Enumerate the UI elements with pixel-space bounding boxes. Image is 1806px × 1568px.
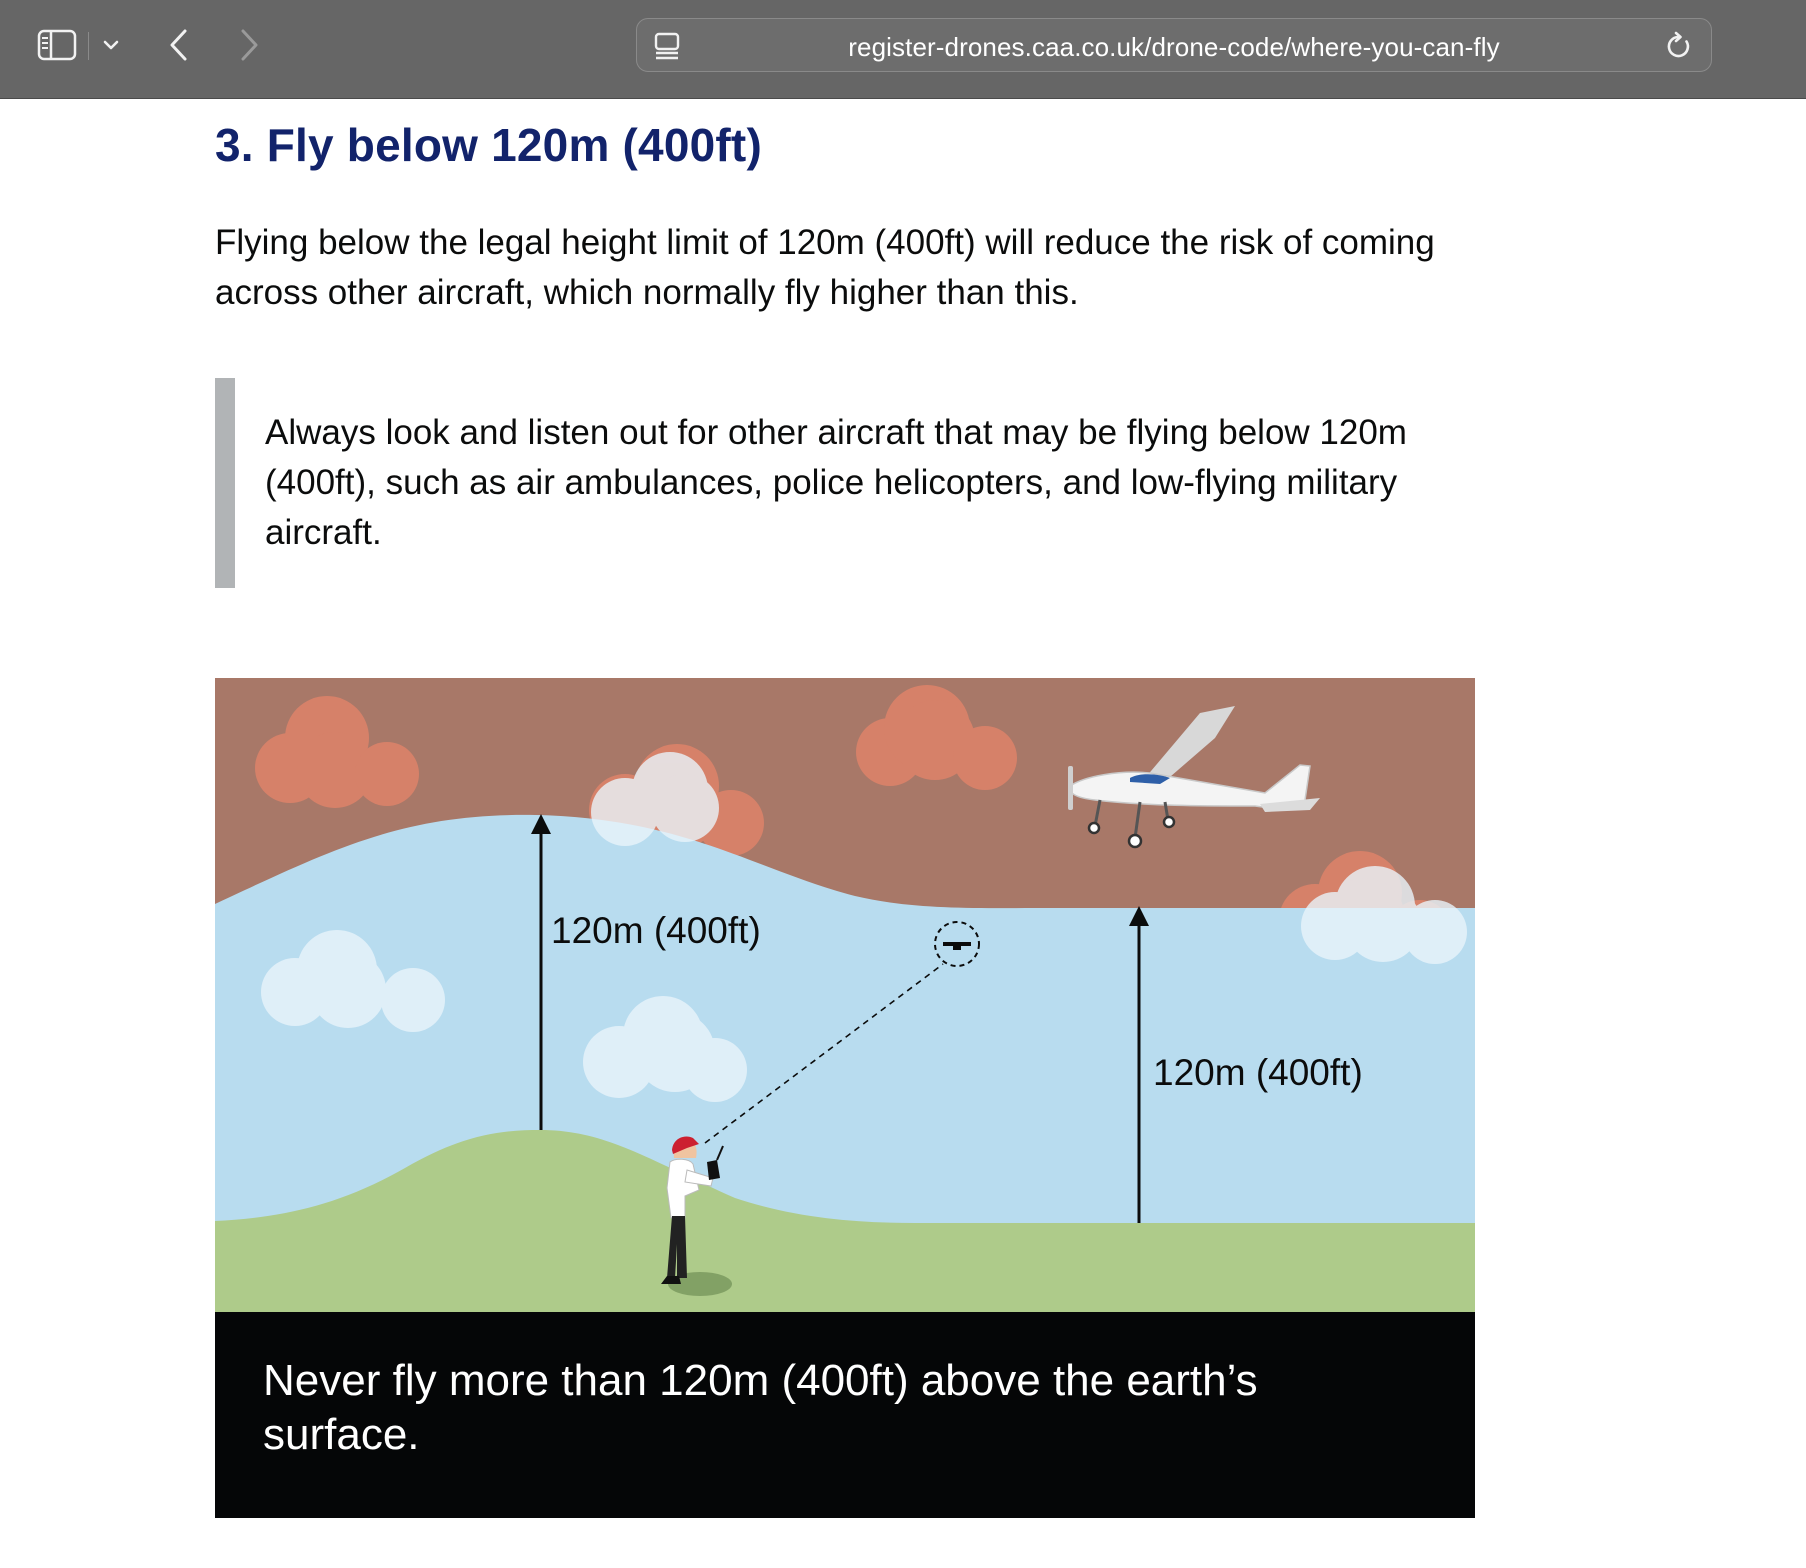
forward-button[interactable]: [232, 22, 266, 68]
chevron-left-icon: [168, 28, 190, 62]
tab-group-menu-button[interactable]: [96, 30, 126, 60]
toolbar-divider: [88, 32, 89, 60]
illustration-svg: [215, 678, 1475, 1312]
callout-border: [215, 378, 235, 588]
height-label-left: 120m (400ft): [551, 910, 761, 951]
chevron-right-icon: [238, 28, 260, 62]
browser-toolbar: [0, 0, 1806, 99]
inset-callout: [215, 378, 1445, 588]
url-text[interactable]: register-drones.caa.co.uk/drone-code/where-you-can-fly: [848, 32, 1500, 62]
figure-caption-box: [215, 1312, 1475, 1518]
intro-paragraph: Flying below the legal height limit of 120m (400ft) will reduce the risk of coming across other aircraft, which normally fly higher than this.: [215, 223, 1435, 312]
back-button[interactable]: [162, 22, 196, 68]
page-heading: 3. Fly below 120m (400ft): [215, 119, 762, 171]
address-bar[interactable]: [636, 18, 1712, 72]
callout-text: Always look and listen out for other aircraft that may be flying below 120m (400ft), such as air ambulances, police helicopters, and low-flying military aircraft.: [265, 413, 1407, 552]
height-limit-illustration: [215, 678, 1475, 1518]
reload-icon: [1665, 31, 1693, 61]
chevron-down-icon: [103, 39, 119, 51]
figure-caption: Never fly more than 120m (400ft) above the earth’s surface.: [263, 1356, 1258, 1459]
height-label-right: 120m (400ft): [1153, 1052, 1363, 1093]
sidebar-icon: [37, 29, 77, 61]
sidebar-toggle-button[interactable]: [34, 26, 80, 64]
reload-button[interactable]: [1659, 27, 1699, 65]
